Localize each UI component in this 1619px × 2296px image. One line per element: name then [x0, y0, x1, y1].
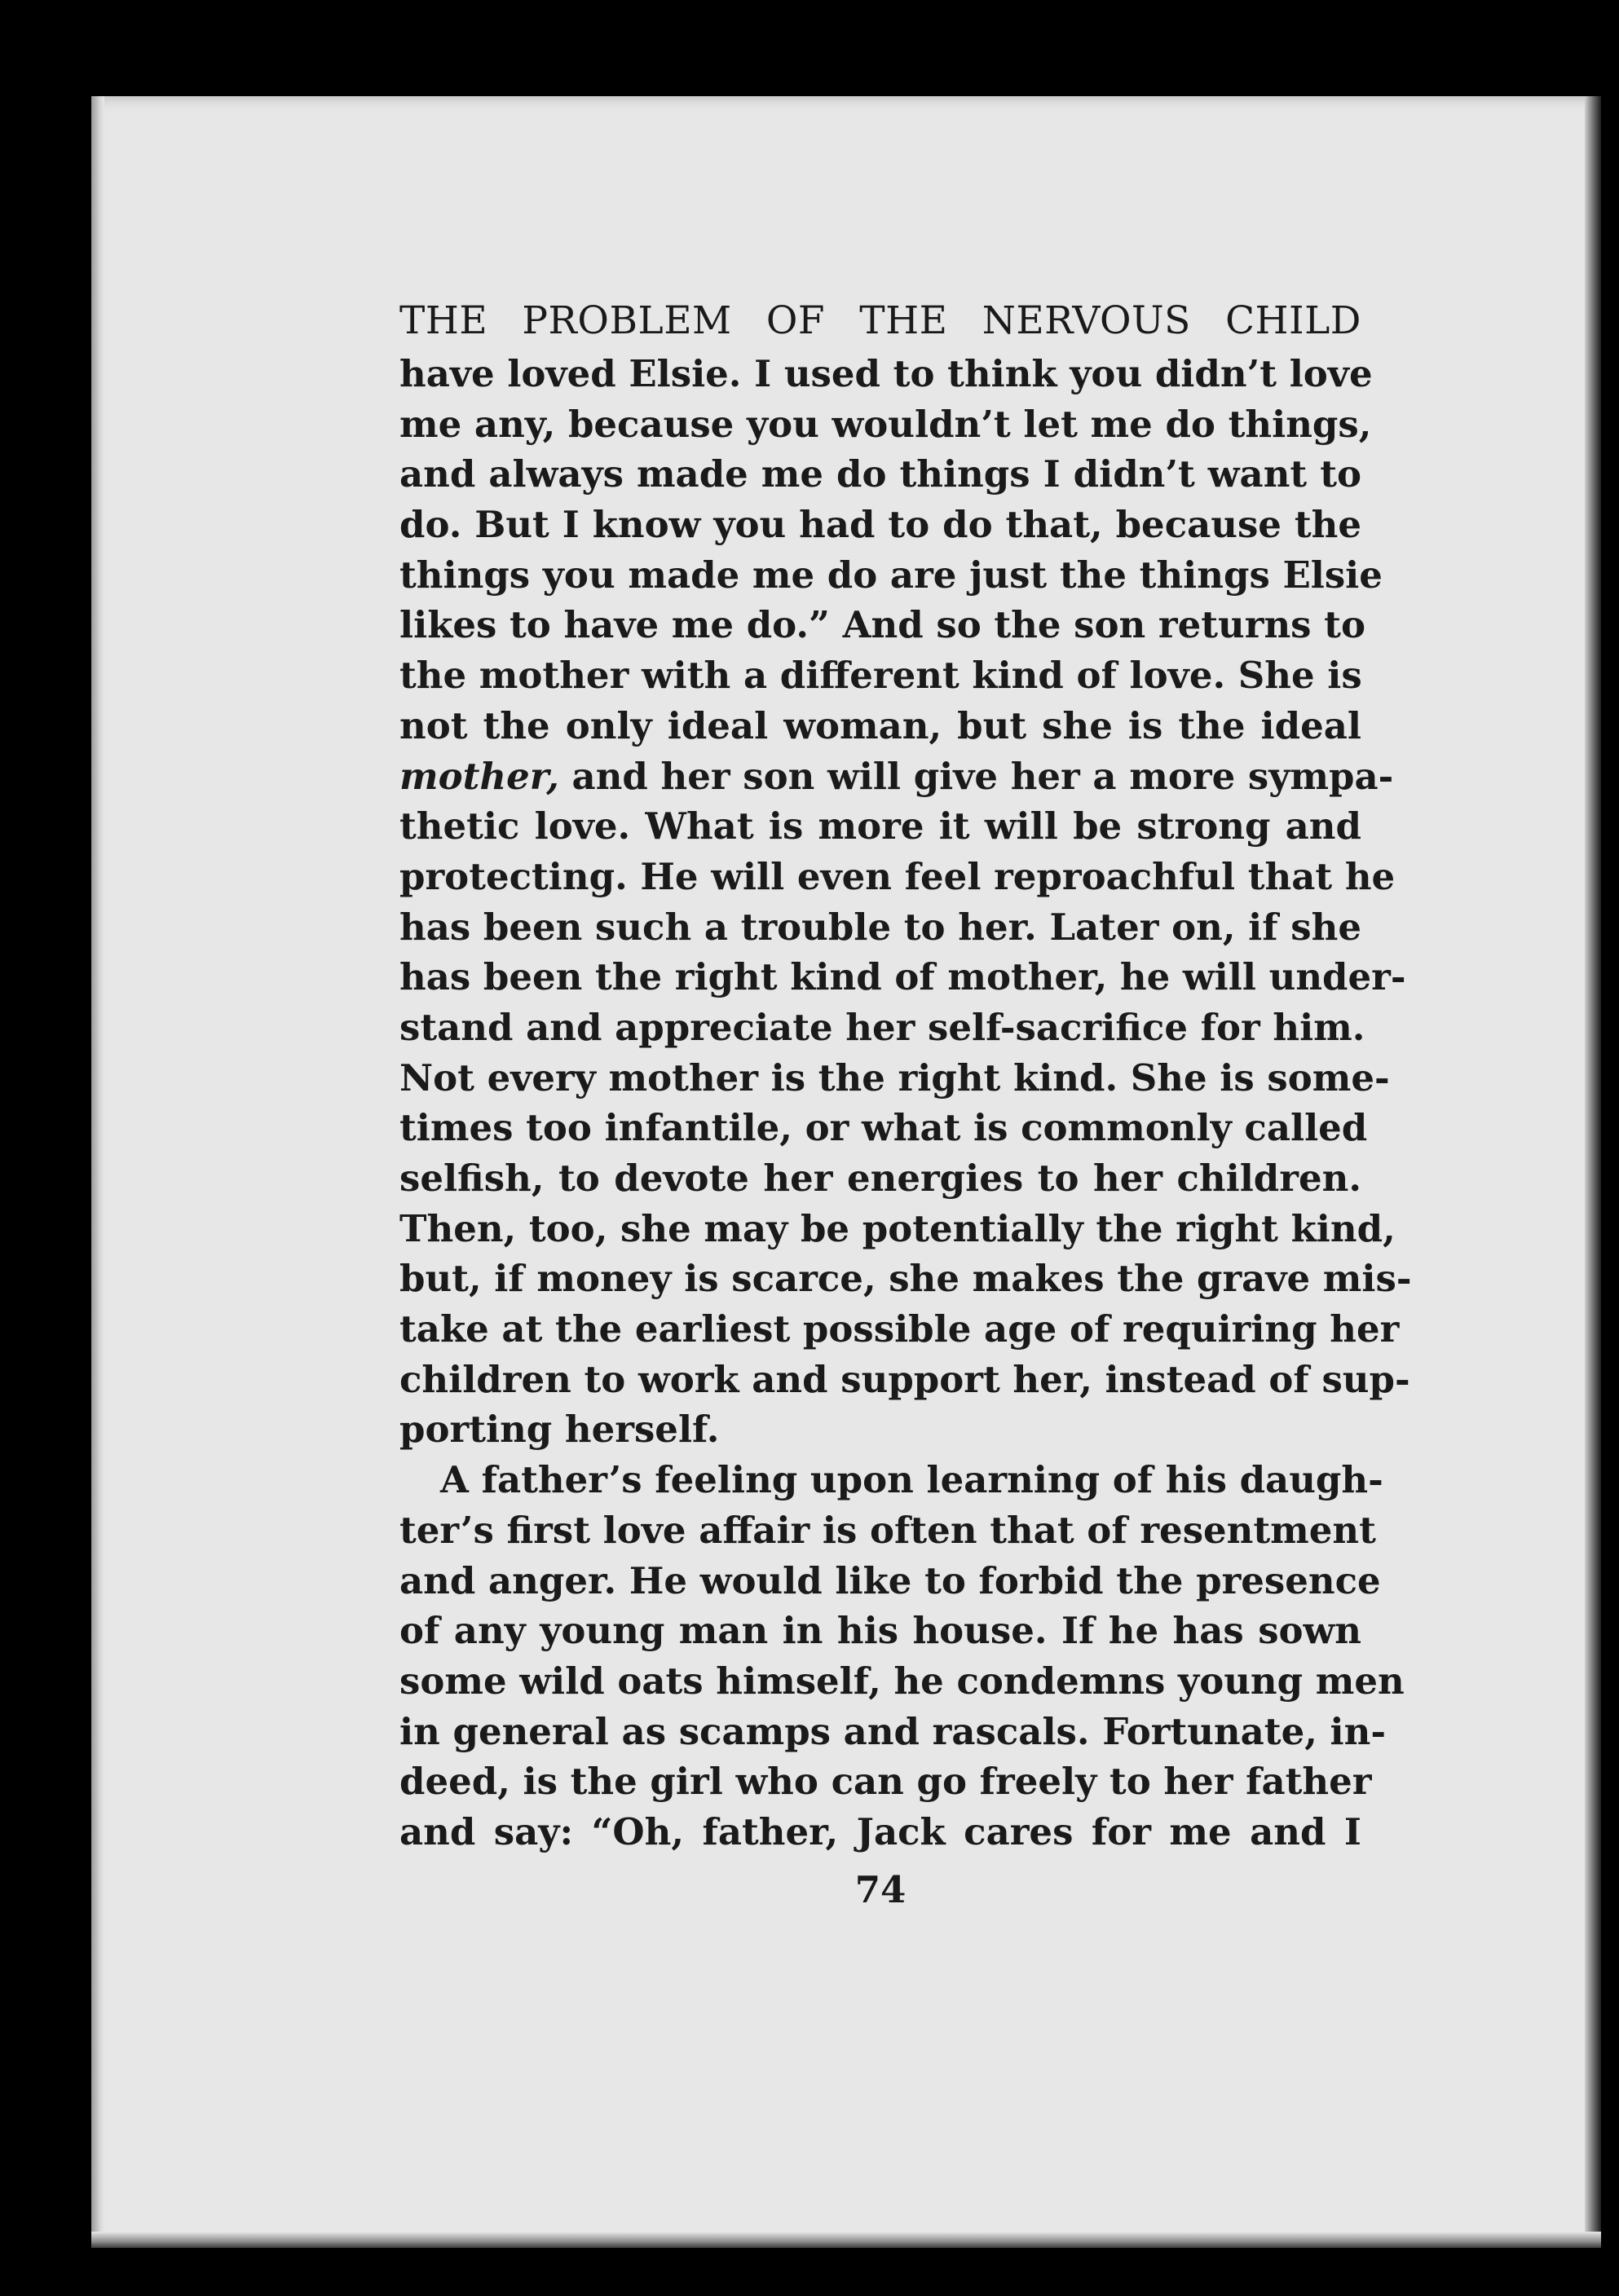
text-line: but, if money is scarce, she makes the grave mis- [399, 1257, 1412, 1301]
text-line: selfish, to devote her energies to her children. [399, 1157, 1361, 1200]
text-line: and say: “Oh, father, Jack cares for me and I [399, 1809, 1361, 1853]
text-line: some wild oats himself, he condemns young men [399, 1659, 1405, 1703]
text-line: children to work and support her, instead of sup- [399, 1357, 1410, 1401]
text-line: deed, is the girl who can go freely to her father [399, 1760, 1372, 1804]
text-line: in general as scamps and rascals. Fortunate, in- [399, 1709, 1387, 1753]
text-line: likes to have me do.” And so the son returns to [399, 603, 1365, 647]
text-line: Then, too, she may be potentially the right kind, [399, 1206, 1396, 1250]
page-text-block [399, 295, 1412, 1916]
page-gutter-shadow [91, 96, 104, 2248]
text-line: of any young man in his house. If he has sown [399, 1609, 1361, 1653]
text-line: thetic love. What is more it will be strong and [399, 804, 1361, 848]
text-line: and anger. He would like to forbid the presence [399, 1558, 1381, 1602]
running-head-word: THE [859, 298, 948, 343]
page-bottom-edge [91, 2232, 1601, 2248]
text-line: has been such a trouble to her. Later on, if she [399, 905, 1361, 949]
text-line: mother, and her son will give her a more sympa- [399, 754, 1394, 798]
body-text [399, 349, 1412, 1858]
paragraph [399, 1455, 1405, 1858]
running-head-word: CHILD [1225, 298, 1361, 343]
text-line: times too infantile, or what is commonly called [399, 1106, 1368, 1150]
page-number: 74 [854, 1867, 907, 1911]
text-line: Not every mother is the right kind. She is some- [399, 1055, 1390, 1100]
paragraph [399, 349, 1412, 1455]
text-line: porting herself. [399, 1408, 720, 1452]
running-head [399, 295, 1361, 347]
running-head-word: THE [399, 298, 488, 343]
text-line: not the only ideal woman, but she is the ideal [399, 703, 1361, 747]
running-head-word: NERVOUS [982, 298, 1191, 343]
page-right-edge [1585, 96, 1601, 2248]
text-line: and always made me do things I didn’t want to [399, 452, 1361, 496]
running-head-word: PROBLEM [522, 298, 732, 343]
text-line: take at the earliest possible age of requiring her [399, 1307, 1400, 1351]
text-line: protecting. He will even feel reproachful that he [399, 854, 1396, 898]
text-line: have loved Elsie. I used to think you didn’t love [399, 352, 1373, 395]
text-line: ter’s first love affair is often that of resentment [399, 1508, 1376, 1552]
text-line: A father’s feeling upon learning of his daugh- [440, 1458, 1383, 1502]
text-line: has been the right kind of mother, he will under- [399, 955, 1406, 999]
text-line: the mother with a different kind of love. She is [399, 654, 1362, 698]
text-line: me any, because you wouldn’t let me do things, [399, 402, 1372, 446]
text-line: do. But I know you had to do that, because the [399, 503, 1361, 547]
text-line: stand and appreciate her self-sacrifice for him. [399, 1005, 1365, 1049]
text-line: things you made me do are just the things Elsie [399, 553, 1383, 597]
emphasis: mother, [399, 754, 559, 798]
running-head-word: OF [765, 298, 826, 343]
